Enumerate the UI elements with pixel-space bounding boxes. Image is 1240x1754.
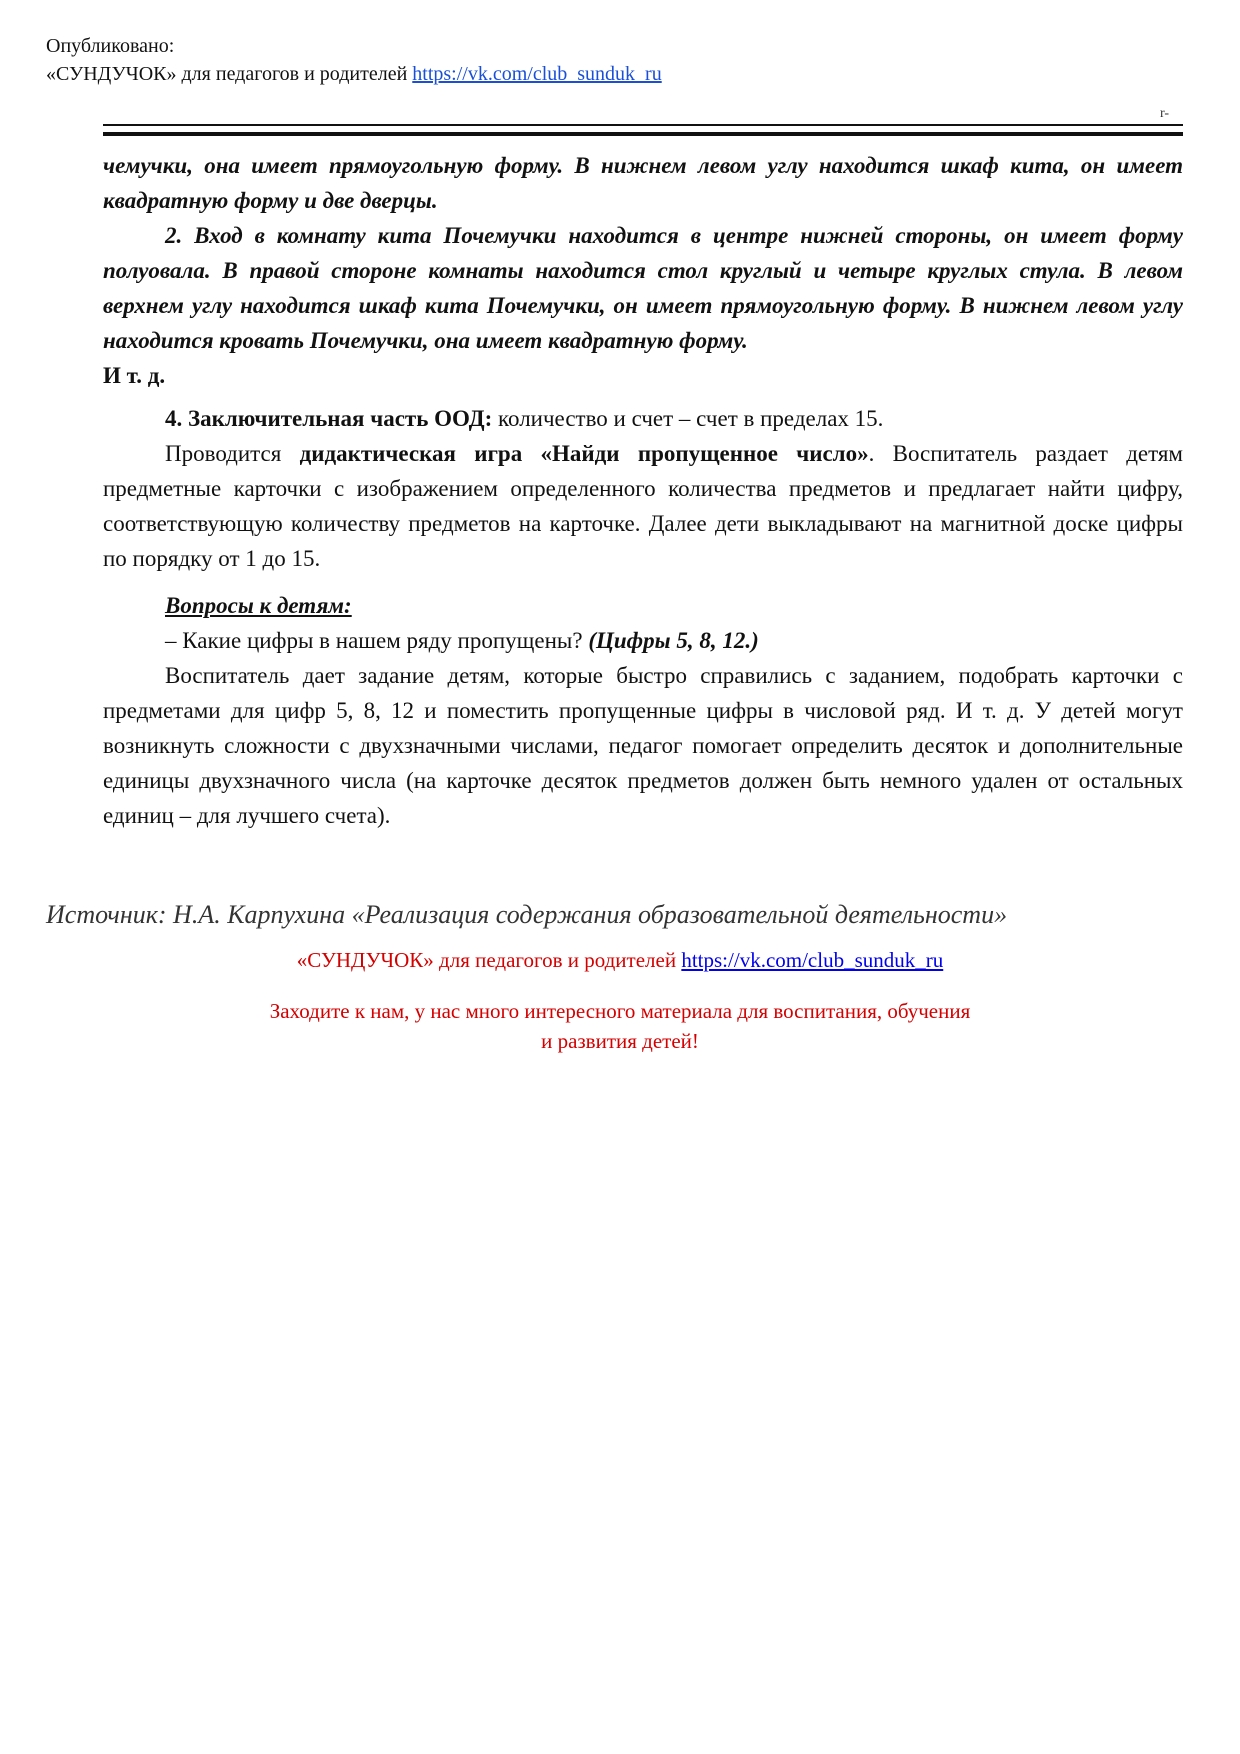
footer-club-link[interactable]: https://vk.com/club_sunduk_ru [681,948,944,972]
game-paragraph [103,436,1183,576]
paragraph-continuation: чемучки, она имеет прямоугольную форму. В нижнем левом углу находится шкаф кита, он имеет квадратную форму и две дверцы. [103,153,1183,213]
header-club-line [46,60,662,88]
question-line [103,623,1183,658]
invite-line-2: и развития детей! [541,1029,699,1053]
section-4-title: 4. Заключительная часть ООД: [165,406,493,431]
questions-heading: Вопросы к детям: [165,593,352,618]
game-name: дидактическая игра «Найди пропущенное число» [299,441,869,466]
top-rule-thick [103,132,1183,136]
paragraph-item-2: 2. Вход в комнату кита Почемучки находится в центре нижней стороны, он имеет форму полуовала. В правой стороне комнаты находится стол круглый и четыре круглых стула. В левом верхнем углу находится шкаф кита Почемучки, он имеет прямоугольную форму. В нижнем левом углу находится кровать Почемучки, она имеет квадратную форму. [103,223,1183,353]
page-number-fragment: r- [1160,106,1170,121]
published-header [46,32,662,88]
scanned-page-body [103,148,1183,833]
section-4-text: количество и счет – счет в пределах 15. [492,406,884,431]
footer-club-line [0,948,1240,973]
questions-heading-line [103,588,1183,623]
final-paragraph: Воспитатель дает задание детям, которые быстро справились с заданием, подобрать карточки с предметами для цифр 5, 8, 12 и поместить пропущенные цифры в числовой ряд. И т. д. У детей могут возникнуть сложности с двухзначными числами, педагог помогает определить десяток и дополнительные единицы двухзначного числа (на карточке десяток предметов должен быть немного удален от остальных единиц – для лучшего счета). [103,663,1183,828]
paragraph-etc: И т. д. [103,363,166,388]
question-answer: (Цифры 5, 8, 12.) [588,628,759,653]
top-rule-thin [103,124,1183,126]
game-description: . Воспитатель раздает детям предметные карточки с изображением определенного количества предметов и предлагает найти цифру, соответствующую количеству предметов на карточке. Далее дети выкладывают на магнитной доске цифры по порядку от 1 до 15. [103,441,1183,571]
footer-club-name: «СУНДУЧОК» для педагогов и родителей [296,948,677,972]
section-4-line [103,401,1183,436]
header-club-name: «СУНДУЧОК» для педагогов и родителей [46,63,408,85]
invite-line-1: Заходите к нам, у нас много интересного материала для воспитания, обучения [269,999,971,1023]
game-lead: Проводится [165,441,300,466]
question-text: – Какие цифры в нашем ряду пропущены? [165,628,589,653]
footer-invite [0,996,1240,1056]
published-label: Опубликовано: [46,35,175,57]
header-club-link[interactable]: https://vk.com/club_sunduk_ru [412,63,662,85]
source-citation: Источник: Н.А. Карпухина «Реализация содержания образовательной деятельности» [46,900,1008,929]
